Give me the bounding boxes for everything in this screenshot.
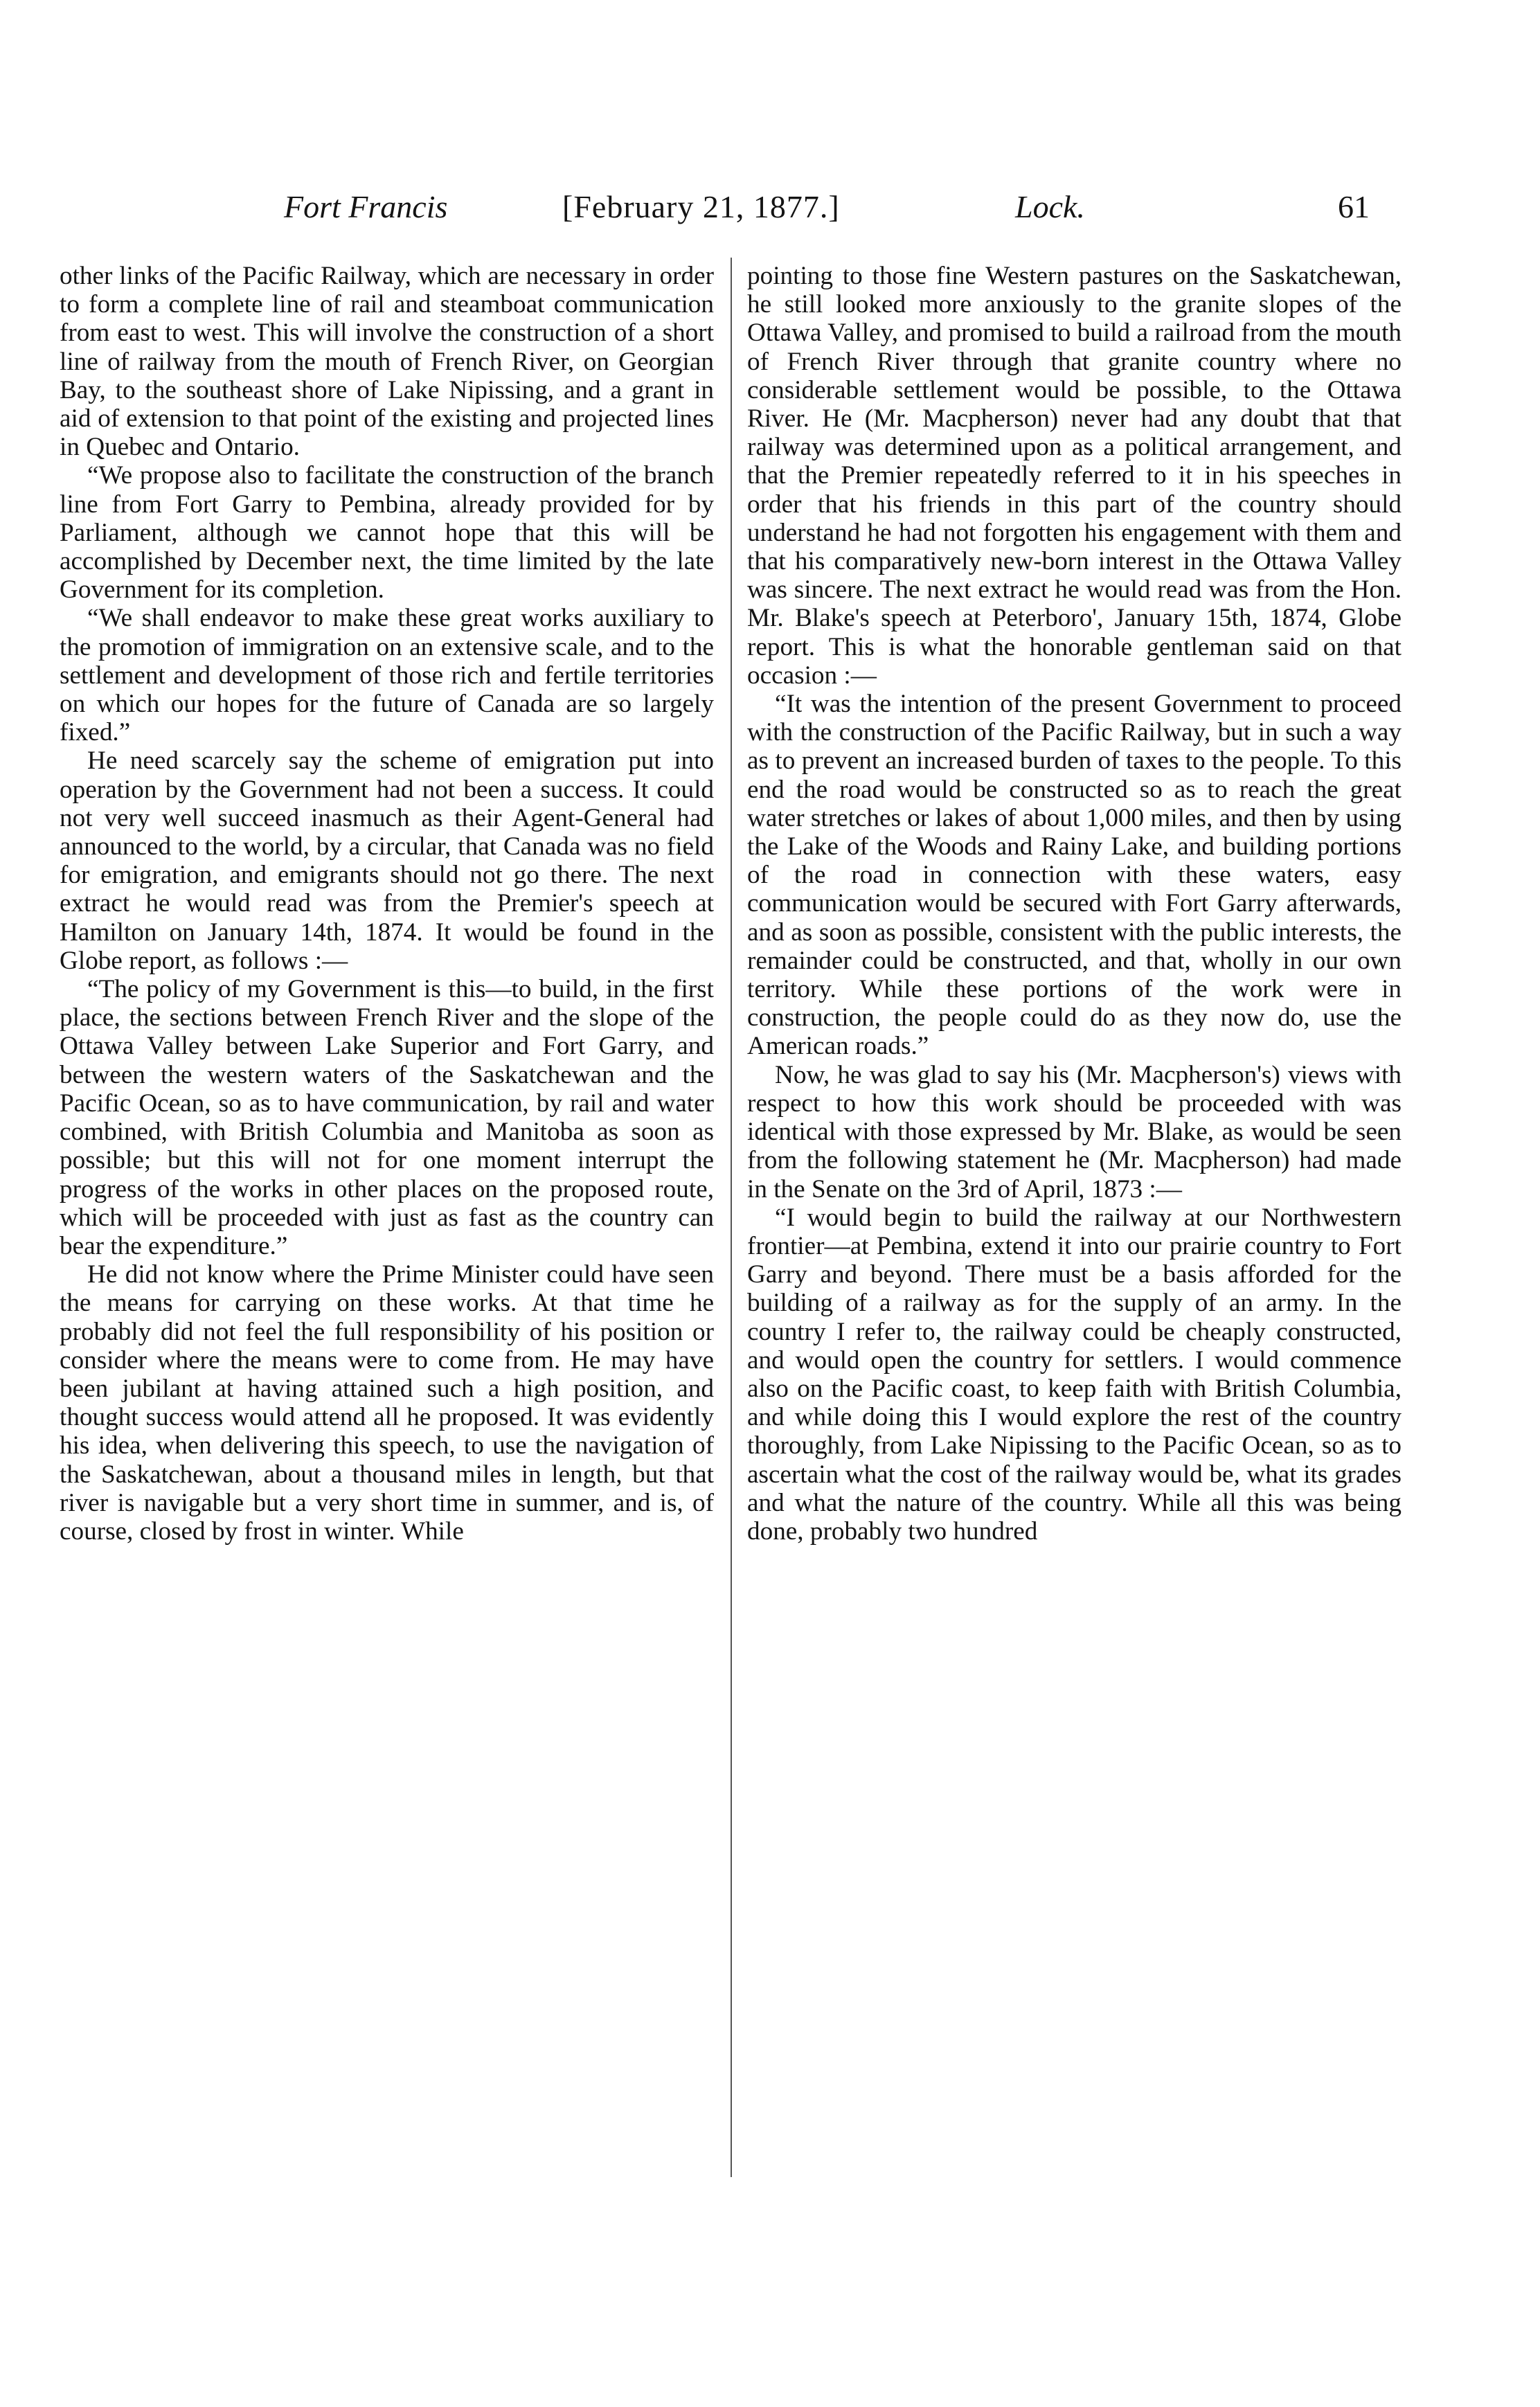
page-number: 61 — [1338, 189, 1370, 224]
header-right-title: Lock. — [1015, 189, 1085, 224]
paragraph: “We shall endeavor to make these great works auxiliary to the promotion of immigration on an extensive scale, and to the settlement and development of those rich and fertile territories on which our hopes for the future of Canada are so largely fixed.” — [60, 604, 714, 747]
paragraph: other links of the Pacific Railway, which are necessary in order to form a complete line of rail and steamboat communication from east to west. This will involve the construction of a short line of railway from the mouth of French River, on Georgian Bay, to the southeast shore of Lake Nipissing, and a grant in aid of extension to that point of the existing and projected lines in Quebec and Ontario. — [60, 262, 714, 462]
paragraph: “The policy of my Government is this—to build, in the first place, the sections between French River and the slope of the Ottawa Valley between Lake Superior and Fort Garry, and between the western waters of the Saskatchewan and the Pacific Ocean, so as to have communication, by rail and water combined, with British Columbia and Manitoba as soon as possible; but this will not for one moment interrupt the progress of the works in other places on the proposed route, which will be proceeded with just as fast as the country can bear the expenditure.” — [60, 975, 714, 1260]
paragraph: He need scarcely say the scheme of emigration put into operation by the Government had not been a success. It could not very well succeed inasmuch as their Agent-General had announced to the world, by a circular, that Canada was no field for emigration, and emigrants should not go there. The next extract he would read was from the Premier's speech at Hamilton on January 14th, 1874. It would be found in the Globe report, as follows :— — [60, 746, 714, 975]
column-divider — [731, 258, 732, 2177]
paragraph: Now, he was glad to say his (Mr. Macpherson's) views with respect to how this work should be proceeded with was identical with those expressed by Mr. Blake, as would be seen from the following statement he (Mr. Macpherson) had made in the Senate on the 3rd of April, 1873 :— — [747, 1060, 1402, 1204]
left-column — [60, 262, 714, 1546]
paragraph: “It was the intention of the present Government to proceed with the construction of the Pacific Railway, but in such a way as to prevent an increased burden of taxes to the people. To this end the road would be constructed so as to reach the great water stretches or lakes of about 1,000 miles, and then by using the Lake of the Woods and Rainy Lake, and building portions of the road in connection with these waters, easy communication would be secured with Fort Garry afterwards, and as soon as possible, consistent with the public interests, the remainder could be constructed, and that, wholly in our own territory. While these portions of the work were in construction, the people could do as they now do, use the American roads.” — [747, 690, 1402, 1061]
header-left-title: Fort Francis — [284, 189, 448, 224]
right-column — [747, 262, 1402, 1546]
running-header — [0, 188, 1540, 238]
paragraph: “We propose also to facilitate the construction of the branch line from Fort Garry to Pembina, already provided for by Parliament, although we cannot hope that this will be accomplished by December next, the time limited by the late Government for its completion. — [60, 461, 714, 605]
paragraph: He did not know where the Prime Minister could have seen the means for carrying on these works. At that time he probably did not feel the full responsibility of his position or consider where the means were to come from. He may have been jubilant at having attained such a high position, and thought success would attend all he proposed. It was evidently his idea, when delivering this speech, to use the navigation of the Saskatchewan, about a thousand miles in length, but that river is navigable but a very short time in summer, and is, of course, closed by frost in winter. While — [60, 1260, 714, 1546]
header-date: [February 21, 1877.] — [562, 189, 840, 224]
paragraph: “I would begin to build the railway at our Northwestern frontier—at Pembina, extend it into our prairie country to Fort Garry and beyond. There must be a basis afforded for the building of a railway as for the supply of an army. In the country I refer to, the railway could be cheaply constructed, and would open the country for settlers. I would commence also on the Pacific coast, to keep faith with British Columbia, and while doing this I would explore the rest of the country thoroughly, from Lake Nipissing to the Pacific Ocean, so as to ascertain what the cost of the railway would be, what its grades and what the nature of the country. While all this was being done, probably two hundred — [747, 1203, 1402, 1546]
paragraph: pointing to those fine Western pastures on the Saskatchewan, he still looked more anxiously to the granite slopes of the Ottawa Valley, and promised to build a railroad from the mouth of French River through that granite country where no considerable settlement would be possible, to the Ottawa River. He (Mr. Macpherson) never had any doubt that that railway was determined upon as a political arrangement, and that the Premier repeatedly referred to it in his speeches in order that his friends in this part of the country should understand he had not forgotten his engagement with them and that his comparatively new-born interest in the Ottawa Valley was sincere. The next extract he would read was from the Hon. Mr. Blake's speech at Peterboro', January 15th, 1874, Globe report. This is what the honorable gentleman said on that occasion :— — [747, 262, 1402, 690]
